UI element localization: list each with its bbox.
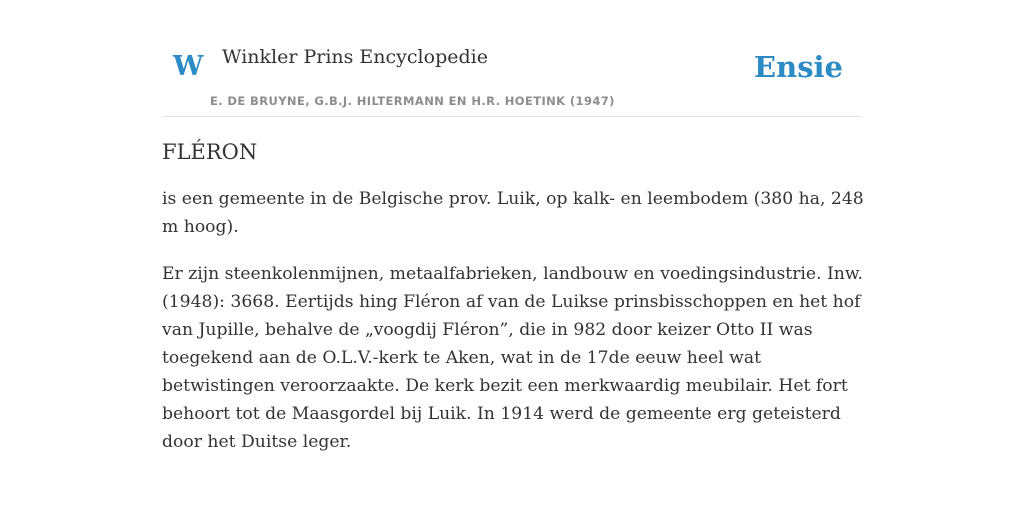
encyclopedia-title-link[interactable]: Winkler Prins Encyclopedie — [222, 46, 488, 68]
encyclopedia-authors: E. DE BRUYNE, G.B.J. HILTERMANN EN H.R. HOETINK (1947) — [210, 94, 615, 108]
ensie-brand-logo[interactable]: Ensie — [754, 50, 843, 84]
article — [162, 138, 864, 456]
winkler-prins-logo[interactable]: W — [173, 51, 204, 82]
encyclopedia-header — [162, 36, 862, 117]
article-title: FLÉRON — [162, 140, 258, 164]
article-paragraph-1: is een gemeente in de Belgische prov. Luik, op kalk- en leembodem (380 ha, 248 m hoog). — [162, 189, 864, 238]
article-paragraph-2: Er zijn steenkolenmijnen, metaalfabrieken, landbouw en voedingsindustrie. Inw. (1948): 3668. Eertijds hing Fléron af van de Luikse prinsbisschoppen en het hof van Jupille, behalve de „voogdij Fléron”, die in 982 door keizer Otto II was toegekend aan de O.L.V.-kerk te Aken, wat in de 17de eeuw heel wat betwistingen veroorzaakte. De kerk bezit een merkwaardig meubilair. Het fort behoort tot de Maasgordel bij Luik. In 1914 werd de gemeente erg geteisterd door het Duitse leger. — [162, 264, 863, 453]
